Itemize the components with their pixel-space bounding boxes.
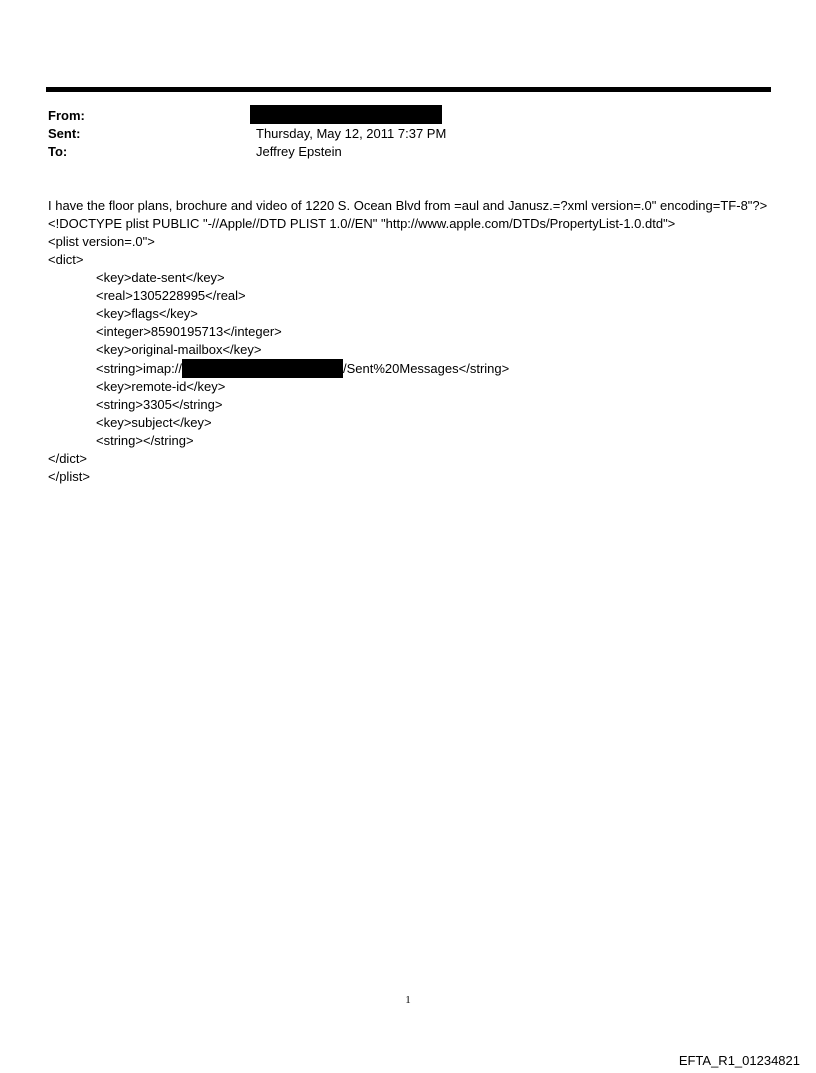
plist-line: <key>subject</key> bbox=[96, 415, 212, 430]
redacted-from-box bbox=[250, 105, 442, 124]
plist-line: <key>flags</key> bbox=[96, 306, 198, 321]
sent-label: Sent: bbox=[48, 126, 81, 141]
plist-line: <real>1305228995</real> bbox=[96, 288, 246, 303]
imap-line bbox=[48, 359, 768, 378]
page-number: 1 bbox=[405, 994, 411, 1006]
body-intro: I have the floor plans, brochure and video of 1220 S. Ocean Blvd from =aul and Janusz.=?xml version=.0" encoding=TF-8"?> <!DOCTYPE plist PUBLIC "-//Apple//DTD PLIST 1.0//EN" "http://www.apple.com/DTDs/PropertyList-1.0.dtd"> bbox=[48, 198, 771, 231]
from-row bbox=[48, 107, 768, 125]
sent-value: Thursday, May 12, 2011 7:37 PM bbox=[256, 126, 447, 141]
imap-prefix: <string>imap:// bbox=[96, 361, 182, 376]
email-body bbox=[48, 197, 771, 486]
from-label: From: bbox=[48, 108, 85, 123]
email-header bbox=[48, 107, 768, 161]
dict-open: <dict> bbox=[48, 252, 84, 267]
to-label: To: bbox=[48, 144, 68, 159]
plist-close: </plist> bbox=[48, 469, 90, 484]
plist-open: <plist version=.0"> bbox=[48, 234, 155, 249]
document-id: EFTA_R1_01234821 bbox=[678, 1053, 800, 1068]
sent-row bbox=[48, 125, 768, 143]
plist-line: <key>remote-id</key> bbox=[96, 379, 226, 394]
plist-line: <string></string> bbox=[96, 433, 194, 448]
top-rule bbox=[46, 87, 771, 92]
plist-line: <key>date-sent</key> bbox=[96, 270, 225, 285]
imap-suffix: /Sent%20Messages</string> bbox=[343, 361, 510, 376]
redacted-imap-box bbox=[182, 359, 343, 378]
to-value: Jeffrey Epstein bbox=[256, 144, 342, 159]
dict-close: </dict> bbox=[48, 451, 88, 466]
plist-line: <integer>8590195713</integer> bbox=[96, 324, 282, 339]
plist-line: <key>original-mailbox</key> bbox=[96, 342, 262, 357]
plist-line: <string>3305</string> bbox=[96, 397, 223, 412]
to-row bbox=[48, 143, 768, 161]
